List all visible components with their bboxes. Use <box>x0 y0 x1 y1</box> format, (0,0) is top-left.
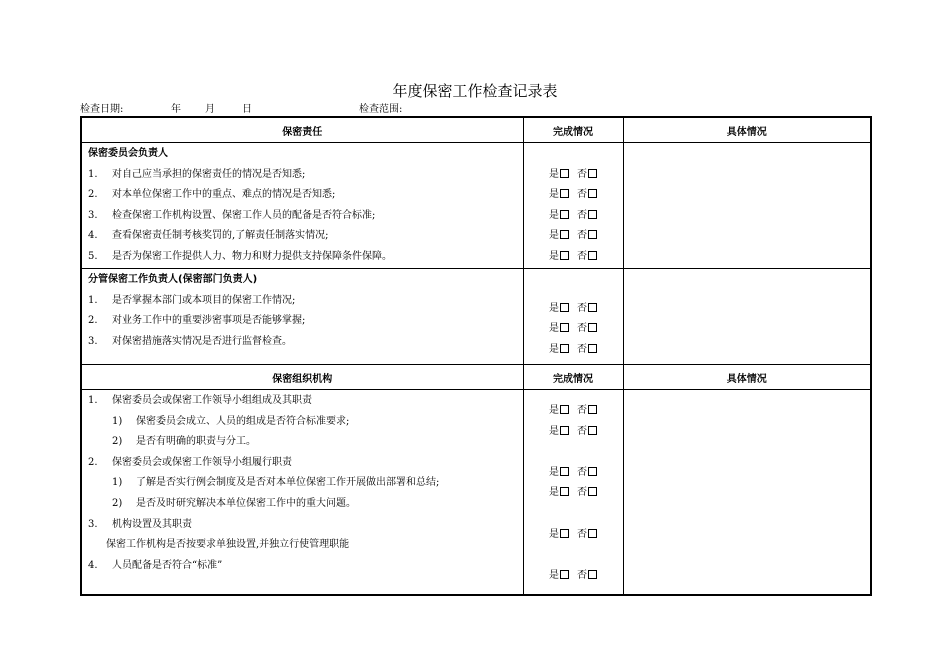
inspection-table <box>80 116 872 596</box>
table-header-row <box>81 365 871 390</box>
list-item: 1. 对自己应当承担的保密责任的情况是否知悉; <box>88 168 306 180</box>
yes-no-checkbox[interactable]: 是 否 <box>524 299 623 320</box>
table-row <box>81 390 871 596</box>
list-item: 2. 对业务工作中的重要涉密事项是否能够掌握; <box>88 315 306 327</box>
yes-no-checkbox[interactable]: 是 否 <box>524 319 623 340</box>
table-row <box>81 143 871 269</box>
yes-no-checkbox[interactable]: 是 否 <box>524 566 623 587</box>
details-cell[interactable] <box>623 143 871 269</box>
list-item: 2) 是否有明确的职责与分工。 <box>112 436 256 448</box>
yes-no-checkbox[interactable]: 是 否 <box>524 483 623 504</box>
yes-no-checkbox[interactable]: 是 否 <box>524 206 623 227</box>
year-label: 年 <box>171 104 181 115</box>
yes-no-checkbox[interactable]: 是 否 <box>524 401 623 422</box>
header-completion: 完成情况 <box>523 117 623 143</box>
date-label: 检查日期: <box>80 104 124 115</box>
document-title: 年度保密工作检查记录表 <box>392 82 558 100</box>
details-cell[interactable] <box>623 269 871 365</box>
list-item: 1) 保密委员会成立、人员的组成是否符合标准要求; <box>112 415 350 427</box>
day-label: 日 <box>242 104 252 115</box>
yes-no-checkbox[interactable]: 是 否 <box>524 226 623 247</box>
group-heading: 分管保密工作负责人(保密部门负责人) <box>88 274 258 285</box>
group-heading: 保密委员会负责人 <box>88 148 168 159</box>
list-item: 5. 是否为保密工作提供人力、物力和财力提供支持保障条件保障。 <box>88 250 392 262</box>
yes-no-checkbox[interactable]: 是 否 <box>524 422 623 443</box>
yes-no-checkbox[interactable]: 是 否 <box>524 185 623 206</box>
list-item: 1) 了解是否实行例会制度及是否对本单位保密工作开展做出部署和总结; <box>112 477 440 489</box>
list-item: 1. 是否掌握本部门或本项目的保密工作情况; <box>88 294 296 306</box>
details-cell[interactable] <box>623 390 871 596</box>
header-completion: 完成情况 <box>523 365 623 390</box>
list-item: 1. 保密委员会或保密工作领导小组组成及其职责 <box>88 395 312 406</box>
list-item: 4. 查看保密责任制考核奖罚的,了解责任制落实情况; <box>88 230 329 242</box>
header-details: 具体情况 <box>623 117 871 143</box>
yes-no-checkbox[interactable]: 是 否 <box>524 165 623 186</box>
yes-no-checkbox[interactable]: 是 否 <box>524 525 623 546</box>
header-details: 具体情况 <box>623 365 871 390</box>
list-item: 4. 人员配备是否符合“标准” <box>88 559 223 571</box>
scope-label: 检查范围: <box>359 104 403 115</box>
header-responsibility: 保密责任 <box>81 117 523 143</box>
completion-cell <box>523 143 623 269</box>
list-item: 保密工作机构是否按要求单独设置,并独立行使管理职能 <box>106 539 350 551</box>
yes-no-checkbox[interactable]: 是 否 <box>524 340 623 361</box>
list-item: 2) 是否及时研究解决本单位保密工作中的重大问题。 <box>112 497 356 509</box>
header-organization: 保密组织机构 <box>81 365 523 390</box>
list-item: 3. 对保密措施落实情况是否进行监督检查。 <box>88 335 292 347</box>
list-item: 3. 机构设置及其职责 <box>88 518 192 530</box>
yes-no-checkbox[interactable]: 是 否 <box>524 463 623 484</box>
yes-no-checkbox[interactable]: 是 否 <box>524 247 623 268</box>
completion-cell <box>523 390 623 596</box>
list-item: 2. 对本单位保密工作中的重点、难点的情况是否知悉; <box>88 189 336 201</box>
table-row <box>81 269 871 365</box>
list-item: 3. 检查保密工作机构设置、保密工作人员的配备是否符合标准; <box>88 209 376 221</box>
list-item: 2. 保密委员会或保密工作领导小组履行职责 <box>88 456 292 468</box>
month-label: 月 <box>205 104 215 115</box>
completion-cell <box>523 269 623 365</box>
table-header-row <box>81 117 871 143</box>
